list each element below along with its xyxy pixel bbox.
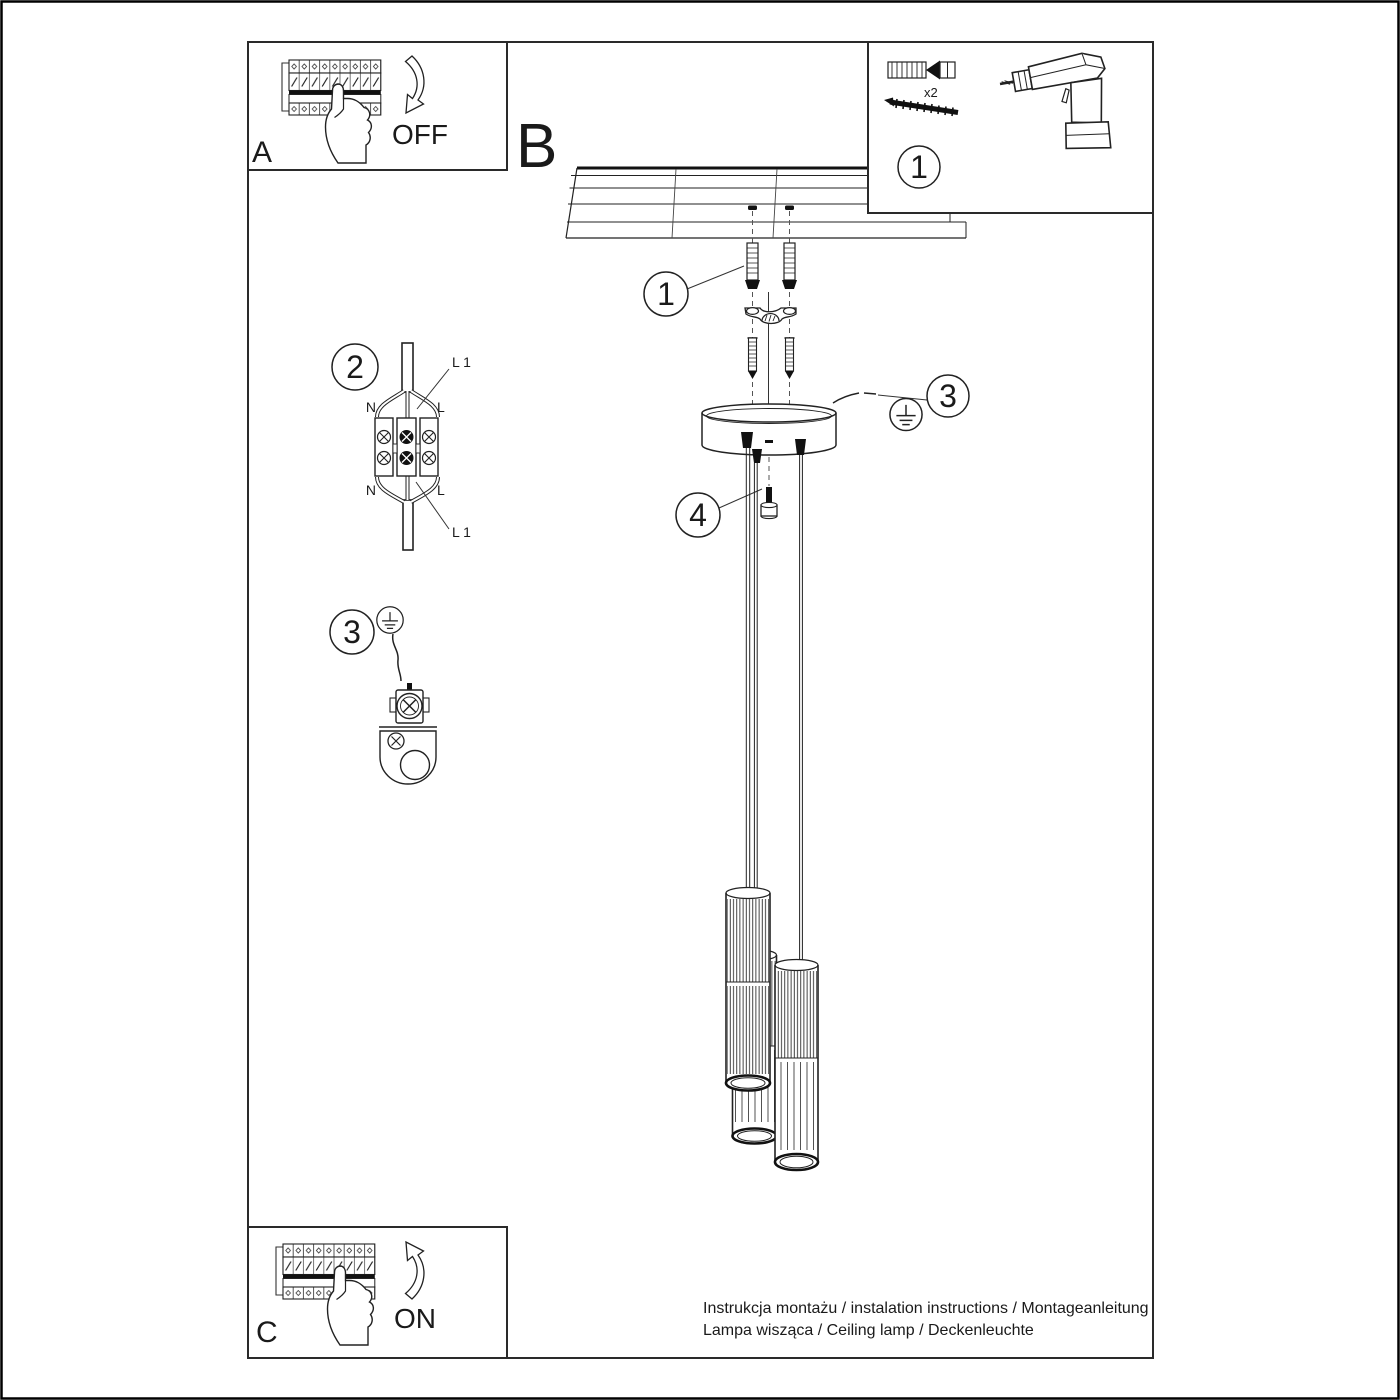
callout-anchors-number: 1 [657,276,675,312]
callout-screw-number: 4 [689,497,707,533]
ground-bracket [379,727,437,784]
wall-anchor-left [745,243,760,289]
wiring-step-number: 2 [346,349,364,385]
ceiling-hole-left [748,206,757,211]
panel-c-label: C [256,1316,278,1349]
off-label: OFF [392,119,448,150]
footer-title: Instrukcja montażu / instalation instructions / Montageanleitung [703,1300,1149,1317]
earth-symbol-assembly [890,398,922,430]
cable-sheath-bottom [403,500,413,550]
cord-grip-left [741,432,753,448]
callout-ground-number: 3 [939,378,957,414]
panel-a-label: A [252,136,273,169]
terminal-block [375,418,438,476]
hardware-step-number: 1 [910,149,928,185]
wall-plug-icon [888,61,955,80]
panel-c [248,1227,507,1358]
neutral-bottom-label: N [365,482,376,498]
live-bottom-label: L [437,482,445,498]
ground-step-number: 3 [343,614,361,650]
l1-bottom-label: L 1 [452,524,471,540]
cable-sheath-top [402,343,413,392]
l1-top-label: L 1 [452,354,471,370]
anchor-quantity-label: x2 [924,85,938,100]
panel-a [248,42,507,170]
section-b-label: B [516,112,558,181]
on-label: ON [394,1303,436,1334]
neutral-top-label: N [365,399,376,415]
live-top-label: L [437,399,445,415]
earth-symbol-detail [377,607,403,633]
hardware-panel [868,42,1153,213]
lamp-shade-right [775,960,818,1171]
wall-anchor-right [782,243,797,289]
ceiling-hole-right [785,206,794,211]
canopy-center-screw-mark [765,440,773,443]
lamp-shade-back-left [726,888,770,1091]
page-border [2,2,1399,1399]
footer-product: Lampa wisząca / Ceiling lamp / Deckenleuchte [703,1322,1034,1339]
